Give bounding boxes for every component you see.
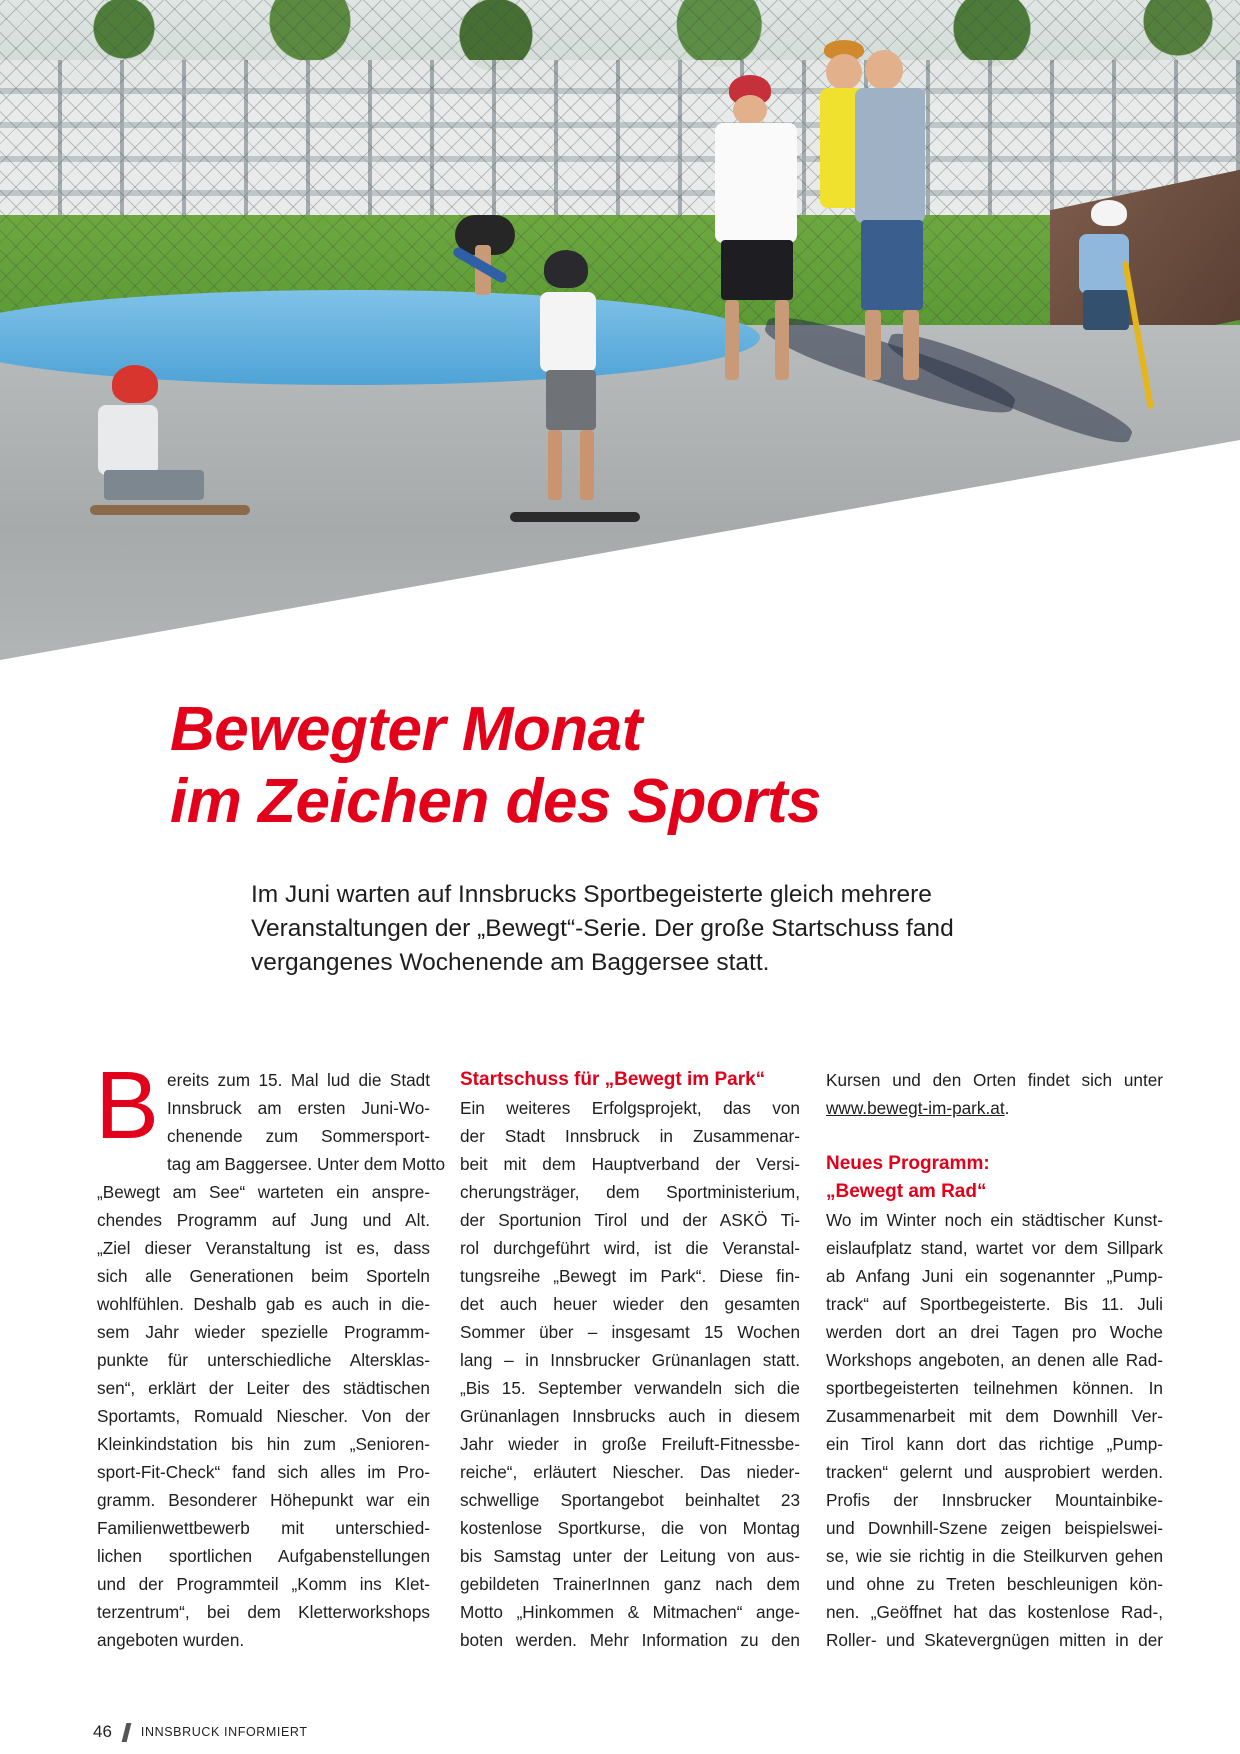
column-line: kostenlose Sportkurse, die von Montag bbox=[460, 1518, 800, 1538]
column-line: boten werden. Mehr Information zu den bbox=[460, 1630, 800, 1650]
lead-line: vergangenes Wochenende am Baggersee statt. bbox=[251, 949, 770, 976]
column-line: Wo im Winter noch ein städtischer Kunst- bbox=[826, 1210, 1163, 1230]
article-headline bbox=[170, 694, 1170, 838]
column-line: Kursen und den Orten findet sich unter bbox=[826, 1070, 1163, 1090]
column-line: chendes Programm auf Jung und Alt. bbox=[97, 1210, 430, 1230]
column-line: Motto „Hinkommen & Mitmachen“ ange- bbox=[460, 1602, 800, 1622]
column-line: Jahr wieder in große Freiluft-Fitnessbe- bbox=[460, 1434, 800, 1454]
column-line: Familienwettbewerb mit unterschied- bbox=[97, 1518, 430, 1538]
headline-line: Bewegter Monat bbox=[170, 695, 642, 764]
page-number: 46 bbox=[93, 1722, 112, 1741]
column-line: gebildeten TrainerInnen ganz nach dem bbox=[460, 1574, 800, 1594]
column-line: „Bewegt am See“ warteten ein anspre- bbox=[97, 1182, 430, 1202]
column-line: „Ziel dieser Veranstaltung ist es, dass bbox=[97, 1238, 430, 1258]
section-subhead: Startschuss für „Bewegt im Park“ bbox=[460, 1069, 766, 1090]
column-line: reiche“, erläutert Niescher. Das nieder- bbox=[460, 1462, 800, 1482]
column-line: www.bewegt-im-park.at. bbox=[826, 1098, 1010, 1118]
column-line: terzentrum“, bei dem Kletterworkshops bbox=[97, 1602, 430, 1622]
column-line: angeboten wurden. bbox=[97, 1630, 245, 1650]
lead-line: Veranstaltungen der „Bewegt“-Serie. Der große Startschuss fand bbox=[251, 915, 954, 942]
column-line: track“ auf Sportbegeisterte. Bis 11. Juli bbox=[826, 1294, 1163, 1314]
column-line: bis Samstag unter der Leitung von aus- bbox=[460, 1546, 800, 1566]
column-line: und der Programmteil „Komm ins Klet- bbox=[97, 1574, 430, 1594]
section-subhead: Neues Programm: bbox=[826, 1153, 990, 1174]
column-line: sportbegeisterten teilnehmen können. In bbox=[826, 1378, 1163, 1398]
column-line: beit mit dem Hauptverband der Versi- bbox=[460, 1154, 800, 1174]
column-line: punkte für unterschiedliche Altersklas- bbox=[97, 1350, 430, 1370]
headline-line: im Zeichen des Sports bbox=[170, 767, 822, 836]
column-line: det auch heuer wieder den gesamten bbox=[460, 1294, 800, 1314]
column-line: werden dort an drei Tagen pro Woche bbox=[826, 1322, 1163, 1342]
column-line: nen. „Geöffnet hat das kostenlose Rad-, bbox=[826, 1602, 1163, 1622]
drop-cap: B bbox=[95, 1052, 160, 1159]
column-line: ab Anfang Juni ein sogenannter „Pump- bbox=[826, 1266, 1163, 1286]
column-line: tungsreihe „Bewegt im Park“. Diese fin- bbox=[460, 1266, 800, 1286]
column-line: Kleinkindstation bis hin zum „Senioren- bbox=[97, 1434, 430, 1454]
column-line: sich alle Generationen beim Sporteln bbox=[97, 1266, 430, 1286]
column-line: tag am Baggersee. Unter dem Motto bbox=[167, 1154, 446, 1174]
column-line: wohlfühlen. Deshalb gab es auch in die- bbox=[97, 1294, 430, 1314]
lead-line: Im Juni warten auf Innsbrucks Sportbegeisterte gleich mehrere bbox=[251, 881, 932, 908]
column-line: chenende zum Sommersport- bbox=[167, 1126, 430, 1146]
spacer bbox=[826, 1122, 1163, 1150]
hero-photo bbox=[0, 0, 1240, 660]
column-line: eislaufplatz stand, wartet vor dem Sillpark bbox=[826, 1238, 1163, 1258]
column-line: der Sportunion Tirol und der ASKÖ Ti- bbox=[460, 1210, 800, 1230]
article-column-2 bbox=[460, 1066, 800, 1654]
column-line: Roller- und Skatevergnügen mitten in der bbox=[826, 1630, 1163, 1650]
column-line: cherungsträger, dem Sportministerium, bbox=[460, 1182, 800, 1202]
column-line: Sommer über – insgesamt 15 Wochen bbox=[460, 1322, 800, 1342]
column-line: gramm. Besonderer Höhepunkt war ein bbox=[97, 1490, 430, 1510]
column-line: Profis der Innsbrucker Mountainbike- bbox=[826, 1490, 1163, 1510]
column-line: „Bis 15. September verwandeln sich die bbox=[460, 1378, 800, 1398]
column-line: ein Tirol kann dort das richtige „Pump- bbox=[826, 1434, 1163, 1454]
column-line: Sportamts, Romuald Niescher. Von der bbox=[97, 1406, 430, 1426]
column-line: schwellige Sportangebot beinhaltet 23 bbox=[460, 1490, 800, 1510]
page-footer bbox=[93, 1722, 308, 1742]
column-line: sport-Fit-Check“ fand sich alles im Pro- bbox=[97, 1462, 430, 1482]
column-line: tracken“ gelernt und ausprobiert werden. bbox=[826, 1462, 1163, 1482]
column-line: Innsbruck am ersten Juni-Wo- bbox=[167, 1098, 430, 1118]
publication-name: INNSBRUCK INFORMIERT bbox=[140, 1725, 308, 1739]
column-line: und ohne zu Treten beschleunigen kön- bbox=[826, 1574, 1163, 1594]
column-line: der Stadt Innsbruck in Zusammenar- bbox=[460, 1126, 800, 1146]
column-line: rol durchgeführt wird, ist die Veranstal- bbox=[460, 1238, 800, 1258]
footer-divider bbox=[122, 1723, 132, 1742]
website-link[interactable]: www.bewegt-im-park.at bbox=[826, 1098, 1005, 1118]
column-3-text bbox=[826, 1206, 1163, 1654]
article-column-1 bbox=[95, 1052, 446, 1654]
column-line: Workshops angeboten, an denen alle Rad- bbox=[826, 1350, 1163, 1370]
column-line: lichen sportlichen Aufgabenstellungen bbox=[97, 1546, 430, 1566]
section-subhead: „Bewegt am Rad“ bbox=[826, 1181, 987, 1202]
column-2-text bbox=[460, 1094, 800, 1654]
column-line: lang – in Innsbrucker Grünanlagen statt. bbox=[460, 1350, 800, 1370]
column-line: ereits zum 15. Mal lud die Stadt bbox=[167, 1070, 430, 1090]
column-line: sen“, erklärt der Leiter des städtischen bbox=[97, 1378, 430, 1398]
column-line: Zusammenarbeit mit dem Downhill Ver- bbox=[826, 1406, 1163, 1426]
column-line: Grünanlagen Innsbrucks auch in diesem bbox=[460, 1406, 800, 1426]
article-lead bbox=[251, 878, 1011, 980]
column-line: sem Jahr wieder spezielle Programm- bbox=[97, 1322, 430, 1342]
article-column-3 bbox=[826, 1066, 1163, 1654]
column-line: und Downhill-Szene zeigen beispielswei- bbox=[826, 1518, 1163, 1538]
column-line: Ein weiteres Erfolgsprojekt, das von bbox=[460, 1098, 800, 1118]
column-line: se, wie sie richtig in die Steilkurven gehen bbox=[826, 1546, 1163, 1566]
